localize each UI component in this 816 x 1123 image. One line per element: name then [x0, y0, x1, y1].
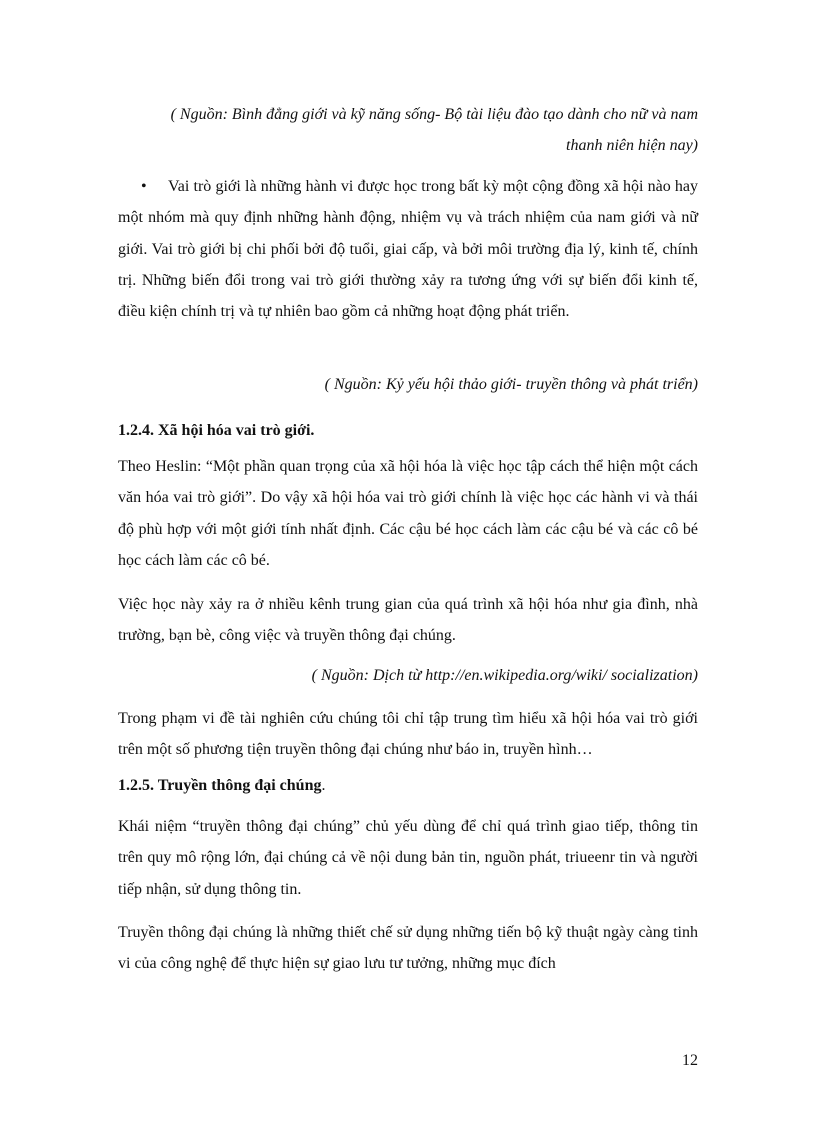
section-heading-1-2-5 [118, 770, 698, 801]
source-citation-1-line-2: thanh niên hiện nay) [566, 137, 698, 155]
paragraph-heslin: Theo Heslin: “Một phần quan trọng của xã hội hóa là việc học tập cách thể hiện một cách văn hóa vai trò giới”. Do vậy xã hội hóa vai trò giới chính là việc học các hành vi và thái độ phù hợp với một giới tính nhất định. Các cậu bé học cách làm các cậu bé và các cô bé học cách làm các cô bé. [118, 458, 698, 569]
section-heading-1-2-5-text: 1.2.5. Truyền thông đại chúng [118, 777, 322, 794]
paragraph-channels: Việc học này xảy ra ở nhiều kênh trung gian của quá trình xã hội hóa như gia đình, nhà trường, bạn bè, công việc và truyền thông đại chúng. [118, 596, 698, 645]
source-citation-1 [118, 99, 698, 162]
section-heading-1-2-4: 1.2.4. Xã hội hóa vai trò giới. [118, 422, 315, 439]
source-citation-3: ( Nguồn: Dịch từ http://en.wikipedia.org/wiki/ socialization) [311, 667, 698, 684]
section-heading-1-2-5-period: . [321, 777, 326, 794]
source-citation-2: ( Nguồn: Kỷ yếu hội thảo giới- truyền thông và phát triển) [324, 376, 698, 393]
paragraph-mass-media: Truyền thông đại chúng là những thiết chế sử dụng những tiến bộ kỹ thuật ngày càng tinh vi của công nghệ để thực hiện sự giao lưu tư tưởng, những mục đích [118, 924, 698, 973]
bullet-icon: • [141, 178, 147, 195]
paragraph-concept: Khái niệm “truyền thông đại chúng” chủ yếu dùng để chỉ quá trình giao tiếp, thông tin trên quy mô rộng lớn, đại chúng cả về nội dung bản tin, nguồn phát, triueenr tin và người tiếp nhận, sử dụng thông tin. [118, 818, 698, 898]
page-number: 12 [682, 1052, 698, 1069]
bullet-paragraph-text: Vai trò giới là những hành vi được học trong bất kỳ một cộng đồng xã hội nào hay một nhóm mà quy định những hành động, nhiệm vụ và trách nhiệm của nam giới và nữ giới. Vai trò giới bị chi phối bởi độ tuổi, giai cấp, và bởi môi trường địa lý, kinh tế, chính trị. Những biến đổi trong vai trò giới thường xảy ra tương ứng với sự biến đổi kinh tế, điều kiện chính trị và tự nhiên bao gồm cả những hoạt động phát triển. [118, 178, 698, 321]
source-citation-1-line-1: ( Nguồn: Bình đẳng giới và kỹ năng sống- Bộ tài liệu đào tạo dành cho nữ và nam [170, 106, 698, 123]
paragraph-scope: Trong phạm vi đề tài nghiên cứu chúng tôi chỉ tập trung tìm hiểu xã hội hóa vai trò giới trên một số phương tiện truyền thông đại chúng như báo in, truyền hình… [118, 710, 698, 759]
bullet-paragraph [118, 171, 698, 327]
